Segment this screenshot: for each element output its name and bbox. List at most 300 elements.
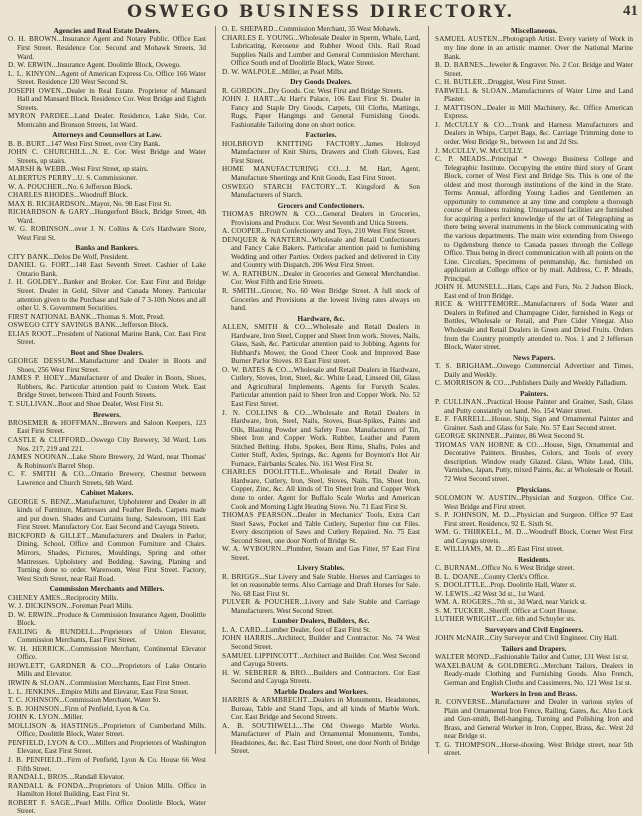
directory-entry [8, 713, 206, 722]
directory-entry [222, 323, 420, 366]
entry-name: W. J. DICKINSON [8, 602, 67, 611]
entry-name: CHARLES E. YOUNG [222, 33, 294, 42]
entry-text: ...Commission Merchant, 35 West Mohawk. [273, 25, 401, 33]
entry-name: WALTER MOND [435, 653, 490, 662]
directory-entry [8, 225, 206, 242]
section-heading: Livery Stables. [297, 563, 345, 573]
directory-entry [435, 590, 633, 599]
section-heading: Dry Goods Dealers. [290, 77, 352, 87]
directory-entry [8, 722, 206, 739]
directory-entry [222, 236, 420, 270]
entry-text: ...Miller. [58, 713, 84, 722]
page-number: 41 [623, 3, 638, 19]
entry-text: ...Ontario Brewery, Chestnut between Lawrence and Church Streets, 6th Ward. [17, 470, 206, 487]
entry-text: . W. McCULLY. [476, 146, 524, 155]
entry-name: MYRON PARDEE [8, 112, 70, 121]
directory-entry [435, 741, 633, 758]
directory-entry [435, 662, 633, 688]
entry-name: O. W. BATES & CO. [222, 365, 289, 374]
entry-text: ...Trunk and Harness Manufacturers and Dealers in Whips, Carpet Bags, &c. Carriage Trimming done to order. West Bridge St., between 1st and 2d Sts. [444, 120, 633, 146]
section-heading: Residents. [517, 554, 551, 564]
entry-text: ...Wholesale and Retail Confectioners and Fancy Cake Bakers. Particular attention paid to furnishing Wedding and other Parties. Orders packed and delivered in City and Country with Dispatch. 206 West First Street. [231, 235, 420, 270]
entry-text: ...Lumber Dealer, foot of East First St. [260, 625, 371, 634]
entry-text: ...148 East Seventh Street. Cashier of Lake Ontario Bank. [17, 261, 206, 278]
entry-name: SAMUEL LIPPINCOTT [222, 651, 298, 660]
entry-text: ...Proprietors of Union Elevator, Commission Merchants, East First Street. [17, 627, 206, 645]
entry-text: ...Physician and Surgeon. Office 97 East First street. Residence, 92 E. Sixth St. [444, 511, 633, 528]
directory-entry [222, 210, 420, 227]
entry-text: ...Merchant Tailors, Dealers in Ready-made Clothing and Furnishing Goods. Also French, German and English Cloths and Cassimeres, No. 121 West 1st st. [444, 661, 634, 688]
entry-name: CHARLES DOOLITTLE [222, 468, 305, 477]
entry-text: ...President of National Marine Bank, Cor. East First Street. [17, 329, 206, 347]
section-heading: Miscellaneous. [510, 26, 558, 35]
entry-text: ...The Old Oswego Marble Works. Manufacturer of Plain and Ornamental Monuments, Tombs, Headstones, &c. &c. East Third Street, one door North of Bridge Street. [231, 721, 420, 756]
entry-name: THOMAS BROWN & CO. [222, 210, 318, 219]
entry-name: SOLOMON W. AUSTIN [435, 493, 517, 502]
entry-text: ...Proprietors of Union Mills. Office in Hamilton Hotel Building, East First St. [17, 781, 207, 799]
entry-text: ...Office No. 6 West Bridge street. [476, 564, 575, 573]
entry-name: GEORGE DESSUM [8, 357, 74, 366]
entry-name: B. L. DOANE [435, 572, 479, 581]
directory-entry [435, 155, 633, 283]
directory-entry [222, 669, 420, 686]
entry-name: ALBERTUS PERRY [8, 174, 73, 183]
entry-name: J. McCULLY [435, 146, 477, 155]
directory-entry [8, 321, 206, 330]
entry-name: JOHN HARRIS [222, 634, 272, 643]
entry-text: ...N. E. Cor. West Bridge and Water Streets, up stairs. [17, 148, 206, 165]
entry-text: ...Principal * Oswego Business College and Telegraphic Institute. Occupying the entire third story of Grant Block, corner of West First and Bridge Sts. This is one of the oldest and most thorough institutions of the kind in the State. Terms Annual, affording Young Ladies and Gentlemen an opportunity to commence at any time and complete a thorough course of Business training. Unsurpassed facilities are furnished for acquiring a perfect knowledge of the art of Telegraphing as there being several instruments in the block communicating with the various departments. The main wire extending from Oswego to Ogdensburg thence to Canada passes through the College Office. Thus being in direct communication with all points on the Line. Circulars, Specimens of penmanship, &c. furnished on application at College office or by mail. Address, C. P. Meads, Principal. [444, 155, 633, 283]
directory-entry [8, 400, 206, 409]
directory-entry [435, 61, 633, 78]
column-1 [8, 25, 207, 816]
entry-name: CHARLES RHODES [8, 191, 75, 200]
entry-text: ...Druggist, West First Street. [482, 78, 567, 87]
entry-name: RICHARDSON & GARY [8, 208, 90, 217]
entry-name: W. G. ROBINSON [8, 225, 70, 234]
directory-entry [222, 409, 420, 469]
section-heading: Attorneys and Counsellors at Law. [52, 130, 162, 140]
entry-text: ...Livery and Sale Stable and Carriage Manufacturers. West Second Street. [231, 598, 420, 615]
entry-name: JAMES NOONAN [8, 453, 67, 462]
directory-entry [435, 415, 633, 432]
directory-entry [8, 261, 206, 278]
entry-name: C. F. SMITH & CO. [8, 470, 86, 479]
entry-text: ...Fruit Confectionery and Toys, 210 West First Street. [260, 227, 417, 236]
entry-text: ...J. M. Hart, Agent, Manufacture Sheetings and Knit Goods, East First Street. [231, 165, 420, 183]
directory-entry [222, 183, 420, 200]
directory-entry [8, 628, 206, 645]
section-heading: Workers in Iron and Brass. [490, 688, 578, 698]
directory-entry [8, 436, 206, 453]
directory-entry [435, 615, 633, 624]
entry-name: JOHN C. CHURCHILL [8, 148, 87, 157]
entry-text: ...Publishers Daily and Weekly Palladium. [505, 379, 628, 388]
directory-entry [222, 366, 420, 409]
directory-entry [222, 722, 420, 756]
section-heading: Commission Merchants and Millers. [49, 584, 165, 594]
directory-entry [8, 453, 206, 470]
section-heading: Physicians. [516, 484, 552, 494]
entry-text: ...Dealer in Mechanics' Tools, Extra Cart Steel Saws, Pocket and Table Cutlery, Superior fine cut Files. Every description of Saws and Cutlery Repaired. No. 75 East Second Street, one door North of Bridge St. [231, 511, 420, 545]
entry-text: ...Photograph Artist. Every variety of Work in my line done in an artistic manner. Over the National Marine Bank. [444, 35, 633, 61]
directory-entry [8, 330, 206, 347]
entry-text: ...Cor. 6th and Schuyler sts. [496, 615, 576, 624]
entry-name: B. D. BARNES [435, 61, 484, 70]
section-heading: Boot and Shoe Dealers. [70, 347, 144, 357]
entry-name: W. A. WYBOURN [222, 545, 282, 554]
entry-name: W. A. POUCHER [8, 182, 63, 191]
entry-name: ALLEN, SMITH & CO. [222, 323, 308, 332]
directory-entry [222, 468, 420, 511]
entry-name: FARWELL & SLOAN [435, 86, 507, 95]
entry-name: JOHN McNAIR [435, 634, 485, 643]
directory-entry [8, 112, 206, 129]
entry-text: ...Foreman Pearl Mills. [66, 602, 133, 611]
section-heading: Hardware, &c. [297, 313, 345, 323]
entry-name: C. MORRISON & CO. [435, 379, 506, 388]
entry-text: ...Produce & Commission Insurance Agent, Doolittle Block. [17, 610, 206, 628]
entry-text: ...Manufacturer, Upholsterer and Dealer in all kinds of Furniture, Mattresses and Feather Beds. Carpets made and put down. Shades and Curtains hung. Salesroom, 101 East First Street. Manufactory Cor. East Second and Cayuga Streets. [17, 497, 206, 532]
entry-name: P. CULLINAN [435, 398, 482, 407]
directory-entry [8, 140, 206, 149]
directory-entry [435, 283, 633, 300]
entry-name: D. W. ERWIN [8, 61, 52, 70]
entry-name: L. L. KINYON [8, 69, 56, 78]
entry-text: ...Dealer in Mill Machinery, &c. Office American Express. [444, 103, 633, 121]
directory-entry [435, 607, 633, 616]
directory-entry [435, 147, 633, 156]
entry-name: J. H. GOLDEY [8, 278, 58, 287]
entry-text: ...Wholesale and Retail Dealers in Hardware, Cutlery, Stoves, Iron, Steel, &c. White Lead, Linseed Oil, Glass and Agricultural Implements. Agents for Forsyth Scales. Particular attention paid to Sheet Iron and Copper Work. No. 52 East First Street. [231, 365, 420, 408]
directory-entry [435, 432, 633, 441]
directory-entry [8, 208, 206, 225]
entry-text: ...Land Dealer. Residence, Lake Side, Cor. Montcalm and Bronson Streets, 1st Ward. [17, 112, 206, 129]
directory-entry [8, 313, 206, 322]
entry-text: ...House, Sign, Ornamental and Decorative Painters. Brushes, Colors, and Tools of every description. Window ready Glazed. Glass, White Lead, Oils, Varnishes, Japan, Putty, mixed Paints, &c. at Wholesale or Retail. 72 West Second street. [444, 440, 633, 484]
directory-entry [435, 564, 633, 573]
section-heading: Tailors and Drapers. [501, 643, 567, 653]
directory-entry [8, 696, 206, 705]
entry-name: DANIEL G. FORT [8, 261, 71, 270]
column-3 [435, 25, 634, 758]
entry-name: GEORGE S. BENZ [8, 497, 71, 506]
directory-entry [8, 278, 206, 312]
entry-name: W. H. HERRICK [8, 644, 66, 653]
directory-entry [8, 70, 206, 87]
entry-name: PULVER & POUCHER [222, 598, 300, 607]
entry-name: S. DOOLITTLE [435, 581, 485, 590]
entry-name: D. W. ERWIN [8, 610, 53, 619]
directory-entry [435, 528, 633, 545]
directory-entry [8, 602, 206, 611]
directory-entry [8, 611, 206, 628]
section-heading: Banks and Bankers. [75, 243, 139, 253]
entry-text: ...Builders and Contractors. Cor East Second and Cayuga Streets. [231, 668, 420, 686]
entry-text: ...Lake Shore Brewery, 2d Ward, near Thomas' & Robinson's Barrel Shop. [17, 453, 206, 470]
column-divider [215, 26, 216, 754]
section-heading: Lumber Dealers, Builders, &c. [272, 616, 370, 626]
entry-name: LUTHER WRIGHT [435, 615, 497, 624]
entry-name: S. P. JOHNSON, M. D. [435, 511, 512, 520]
page-title: OSWEGO BUSINESS DIRECTORY. [127, 2, 515, 22]
directory-entry [8, 200, 206, 209]
entry-name: R. SMITH [222, 286, 257, 295]
entry-text: ...Jeweler & Engraver. No. 2 Cor. Bridge and Water Street. [444, 61, 633, 78]
entry-text: ...Insurance Agent and Notary Public. Office East First Street. Residence Cor. Second and Mohawk Streets, 3d Ward. [17, 35, 206, 61]
entry-name: HOLBROYD KNITTING FACTORY [222, 139, 360, 148]
directory-entry [435, 698, 633, 741]
column-divider [428, 26, 429, 754]
entry-text: ...Miller, at Pearl Mills. [276, 67, 344, 76]
entry-text: ...Firm of Penfield, Lyon & Co. House 66 West Fifth Street. [17, 755, 206, 773]
entry-name: CITY BANK [8, 252, 49, 261]
entry-name: JOHN K. LYON [8, 713, 59, 722]
directory-entry [8, 688, 206, 697]
entry-text: ...Dealers in Monuments, Headstones, Bureau, Table and Stand Tops, and all kinds of Marble Work. Cor. East Bridge and Second Streets. [231, 696, 420, 722]
entry-name: IRWIN & SLOAN [8, 679, 65, 688]
directory-entry [435, 545, 633, 554]
directory-entry [8, 645, 206, 662]
directory-entry [8, 357, 206, 374]
directory-entry [435, 300, 633, 351]
directory-entry [222, 545, 420, 562]
directory-entry [8, 87, 206, 113]
entry-text: ...West First Street, up stairs. [65, 165, 149, 174]
entry-text: ...Woodruff Block, Corner West First and Cayuga streets. [444, 528, 633, 545]
directory-entry [8, 799, 206, 816]
entry-name: OSWEGO STARCH FACTORY [222, 182, 336, 191]
entry-name: HOWLETT, GARDNER & CO. [8, 661, 114, 670]
entry-text: ...Pearl Mills. Office Doolittle Block, Water Street. [17, 798, 206, 816]
directory-entry [8, 470, 206, 487]
entry-text: ...Dealer in Real Estate. Proprietor of Mansard Hall and Mansard Block. Residence Cor. West Bridge and Eighth Streets. [17, 86, 206, 112]
section-heading: Brewers. [93, 409, 121, 419]
entry-name: T. SULLIVAN [8, 399, 53, 408]
entry-text: ...Manufacturers of Water Lime and Land Plaster. [444, 86, 633, 104]
entry-text: ...Hats, Caps and Furs, No. 2 Judson Block, East end of Iron Bridge. [444, 283, 633, 300]
entry-name: R. BRIGGS [222, 572, 260, 581]
entry-text: ...Architect and Builder. Cor. West Second and Cayuga Streets. [231, 651, 420, 669]
entry-text: ...Brewers and Saloon Keepers, 123 East First Street. [17, 418, 206, 436]
entry-name: CHENEY AMES [8, 593, 61, 602]
entry-text: ...Mayor, No. 98 East First St. [85, 199, 172, 208]
directory-entry [222, 227, 420, 236]
entry-name: RICE & WHITTEMORE [435, 300, 519, 309]
entry-text: ...Thomas S. Mott, Presd. [91, 312, 165, 321]
directory-entry [8, 662, 206, 679]
entry-name: ROBERT F. SAGE [8, 798, 71, 807]
entry-text: ...42 West 3d st., 1st Ward. [468, 589, 545, 598]
directory-entry [8, 148, 206, 165]
entry-text: ...Proprietors of Cumberland Mills. Office, Doolittle Block, Water Street. [17, 721, 206, 739]
directory-entry [8, 594, 206, 603]
directory-entry [8, 739, 206, 756]
entry-name: RANDALL & FONDA [8, 781, 84, 790]
directory-entry [435, 598, 633, 607]
entry-name: WM. A. ROGERS [435, 598, 492, 607]
entry-text: ...Oswego Commercial Advertiser and Times, Daily and Weekly. [444, 362, 633, 379]
directory-entry [222, 270, 420, 287]
entry-name: T. C. JOHNSON [8, 696, 60, 705]
entry-name: RANDALL, BROS. [8, 773, 70, 782]
entry-text: ...Banker and Broker. Cor. East First and Bridge Street. Dealer in Gold, Silver and Canada Money. Particular attention given to the Purchase and Sale of 7 3-10th Notes and all other U. S. Government Securities. [17, 278, 206, 313]
entry-text: ...Oswego City Brewery, 3d Ward, Lots Nos. 217, 219 and 221. [17, 436, 206, 453]
directory-entry [8, 782, 206, 799]
directory-entry [435, 87, 633, 104]
directory-entry [222, 573, 420, 599]
section-heading: Painters. [519, 388, 549, 398]
directory-entry [8, 679, 206, 688]
entry-text: ...Boot and Shoe Dealer, West First St. [52, 399, 164, 408]
section-heading: Cabinet Makers. [80, 488, 134, 498]
entry-text: ...Millers and Proprietors of Washington Elevator, East First Street. [17, 738, 206, 756]
entry-text: ...Woodruff Block. [74, 191, 128, 200]
directory-entry [435, 121, 633, 147]
entry-name: THOMAS VAN HORNE & CO. [435, 440, 539, 449]
entry-text: ...Practical House Painter and Grainer, Sash, Glass and Putty constantly on hand. No. 154 Water street. [444, 398, 633, 415]
entry-text: ...Dry Goods. Cor. West First and Bridge Streets. [262, 86, 404, 95]
entry-text: ...Insurance Agent. Doolittle Block, Oswego. [51, 61, 182, 70]
entry-text: ...At Hart's Palace, 106 East First St. Dealer in Fancy and Staple Dry Goods, Carpets, Oil Cloths, Mattings, Rugs, Paper Hangings and General Furnishing Goods. Fashionable Tailoring done on short notice. [231, 95, 420, 129]
entry-name: BICKFORD & GILLET [8, 531, 87, 540]
directory-entry [222, 626, 420, 635]
entry-name: GEORGE SKINNER [435, 432, 500, 441]
entry-name: J. MATTISON [435, 103, 482, 112]
entry-name: T. S. BRIGHAM [435, 362, 492, 371]
entry-text: ...85 East First street. [502, 545, 564, 554]
directory-entry [222, 652, 420, 669]
directory-entry [222, 87, 420, 96]
entry-text: ...No. 6 Jefferson Block. [62, 182, 133, 191]
entry-name: SAMUEL AUSTEN [435, 35, 498, 44]
directory-entry [8, 165, 206, 174]
directory-entry [435, 494, 633, 511]
entry-name: WAXELBAUM & GOLDBERG [435, 661, 539, 670]
section-heading: Surveyors and Civil Engineers. [484, 625, 584, 635]
directory-entry [435, 104, 633, 121]
entry-text: ...Sheriff. Office at Court House. [483, 606, 578, 615]
entry-text: ...Manufacturer of and Dealer in Boots, Shoes, Rubbers, &c. Particular attention paid to Custom Work. East Bridge Street, between Third and Fourth Streets. [17, 374, 207, 400]
entry-name: J. N. COLLINS & CO. [222, 408, 308, 417]
directory-entry [435, 653, 633, 662]
entry-name: MARSH & WEBB [8, 165, 66, 174]
directory-entry [435, 441, 633, 484]
entry-name: HOME MANUFACTURING CO. [222, 165, 341, 174]
entry-name: L. A. CARD [222, 625, 261, 634]
section-heading: News Papers. [512, 352, 556, 362]
entry-name: S. M. TUCKER [435, 606, 484, 615]
entry-name: FIRST NATIONAL BANK [8, 312, 92, 321]
entry-name: R. GORDON [222, 86, 263, 95]
entry-name: D. W. WALPOLE [222, 67, 277, 76]
directory-entry [222, 696, 420, 722]
directory-entry [8, 174, 206, 183]
entry-text: ...Star Livery and Sale Stable. Horses and Carriages to let on reasonable terms. Also Carriage and Draft Horses for Sale. No. 68 East First St. [231, 572, 420, 598]
entry-name: B. B. BURT [8, 139, 46, 148]
entry-text: ...Manufacturer and Dealer in various styles of Plain and Ornamental Iron Fence, Railing, Gates, &c. Also Lock and Gun-smith, Bell-hanging, Turning and Polishing Iron and Brass, and General Worker in Iron, Copper, Brass, &c. West 2d near Bridge st. [444, 697, 633, 741]
entry-text: ...Commission Merchant, Water St. [59, 696, 161, 705]
entry-text: ...Jefferson Block. [116, 321, 169, 330]
entry-text: ...T. Kingsford & Son Manufacturers of Starch. [231, 182, 421, 200]
directory-entry [8, 183, 206, 192]
entry-text: ...Dealer in Groceries and General Merchandise. Cor. West Fifth and Erie Streets. [231, 269, 421, 287]
entry-name: A. B. SOUTHWELL [222, 721, 298, 730]
entry-text: ...Firm of Penfield, Lyon & Co. [59, 704, 150, 713]
entry-text: ...Grocer, No. 60 West Bridge Street. A full stock of Groceries and Provisions at the lowest living rates always on hand. [231, 286, 421, 313]
entry-text: ...Prop. Doolittle Hall, Water st. [484, 581, 577, 590]
entry-text: ...Wholesale and Retail Dealers in Hardware, Iron Steel, Copper and Sheet Iron work. Stoves, Nails, Glass, Sash, &c. Particular attention paid to Jobbing. Agents for Hubbard's Mower, the Good Cheer Cook and Improved Base Burner Parlor Stoves. 83 East First street. [231, 323, 420, 366]
entry-text: ...Manufacturer and Dealer in Boots and Shoes, 256 West First Street. [17, 357, 207, 374]
entry-text: ...Commission Merchant, Continental Elevator Office. [17, 644, 206, 662]
entry-text: ...General Dealers in Groceries, Provisions and Produce. Cor. West Seventh and Utica Streets. [231, 210, 420, 227]
entry-text: ...over J. N. Collins & Co's Hardware Store, West First St. [17, 225, 206, 242]
section-heading: Grocers and Confectioners. [277, 200, 365, 210]
directory-entry [222, 140, 420, 166]
entry-name: DENQUER & NANTERN [222, 235, 307, 244]
entry-name: O. E. SHEPARD [222, 25, 274, 33]
entry-text: ...Wholesale and Retail Dealers in Hardware, Iron, Steel, Nails, Stoves, Boat-Spikes, Paints and Oils, Blasting Powder and Safety Fuse. Manufacturers of Tin, Sheet Iron and Copper Work. Rubber, Leather and Patent Stitched Belting. Hubs, Spokes, Bent Rims, Shafts, Poles and Cutter Stuff, Axles, Springs, &c. Agents for Boynton's Hot Air Furnace, Fairbanks Scales. No. 161 West First St. [231, 408, 420, 468]
entry-text: ...County Clerk's Office. [478, 572, 549, 581]
entry-text: ...Agent of American Express Co. Office 166 Water Street. Residence 120 West Second St. [17, 69, 206, 87]
entry-name: CASTLE & CLIFFORD [8, 436, 86, 444]
entry-name: JOHN H. MUNSELL [435, 283, 503, 292]
directory-entry [222, 598, 420, 615]
directory-entry [222, 511, 420, 545]
entry-text: ...Plumber, Steam and Gas Fitter, 97 East First Street. [231, 545, 420, 562]
entry-name: C. P. MEADS [435, 155, 487, 164]
entry-name: L. L. JENKINS [8, 687, 56, 696]
entry-name: C. H. BUTLER [435, 78, 483, 87]
entry-text: ...Wholesale Dealer in Sperm, Whale, Lard, Lubricating, Kerosene and Rubber Wood Oils. Rail Road Supplies Nails and Lumber and General Commission Merchant. Office South end of Doolittle Block, Water Street. [231, 33, 420, 68]
section-heading: Marble Dealers and Workers. [274, 686, 368, 696]
entry-name: JAMES P. HOEY [8, 374, 65, 383]
entry-text: ...Randall Elevator. [69, 773, 125, 782]
entry-text: ...Manufacturers and Dealers in Parlor, Dining, School, Office and Common Furniture and Chairs. Mirrors, Shades, Pictures, Mouldings, Spring and other Mattresses. Upholstery and Bedding. Sawing, Planing and Turning done to order. Wareroom, West First Street. Factory, West Sixth Street, near Rail Road. [17, 531, 207, 583]
entry-name: MOLLISON & HASTINGS [8, 721, 99, 730]
entry-name: C. BURNAM [435, 564, 477, 573]
entry-text: ...House, Ship, Sign and Ornamental Painter and Grainer. Sash and Glass for Sale. No. 57 East Second street. [444, 415, 633, 432]
directory-entry [435, 362, 633, 379]
directory-entry [8, 498, 206, 532]
directory-entry [222, 25, 420, 34]
column-2 [222, 25, 420, 755]
entry-text: ...Architect, Builder and Contractor. No. 74 West Second Street. [231, 634, 420, 651]
directory-entry [435, 379, 633, 388]
entry-name: R. CONVERSE [435, 697, 486, 706]
directory-entry [435, 573, 633, 582]
directory-entry [8, 773, 206, 782]
directory-entry [222, 34, 420, 68]
directory-entry [8, 374, 206, 400]
entry-name: FAILING & RUNDELL [8, 627, 95, 636]
entry-name: S. B. JOHNSON [8, 704, 60, 713]
entry-text: ...Empire Mills and Elevator, East First Street. [55, 687, 189, 696]
entry-name: WM. G. THIRKELL, M. D. [435, 528, 524, 537]
directory-entry [222, 287, 420, 313]
entry-name: JOHN J. HART [222, 95, 274, 104]
entry-text: ...147 West First Street, over City Bank. [45, 139, 161, 148]
directory-entry [8, 705, 206, 714]
directory-entry [435, 511, 633, 528]
entry-text: ...Fashionable Tailor and Cutter, 131 West 1st st. [489, 653, 629, 662]
entry-name: BROSEMER & HOFFMAN [8, 418, 98, 427]
directory-entry [8, 191, 206, 200]
entry-text: ...Painter, 86 West Second St. [499, 432, 585, 441]
directory-entry [8, 756, 206, 773]
entry-text: ...Horse-shoeing. West Bridge street, near 5th street. [444, 740, 633, 758]
directory-entry [222, 165, 420, 182]
